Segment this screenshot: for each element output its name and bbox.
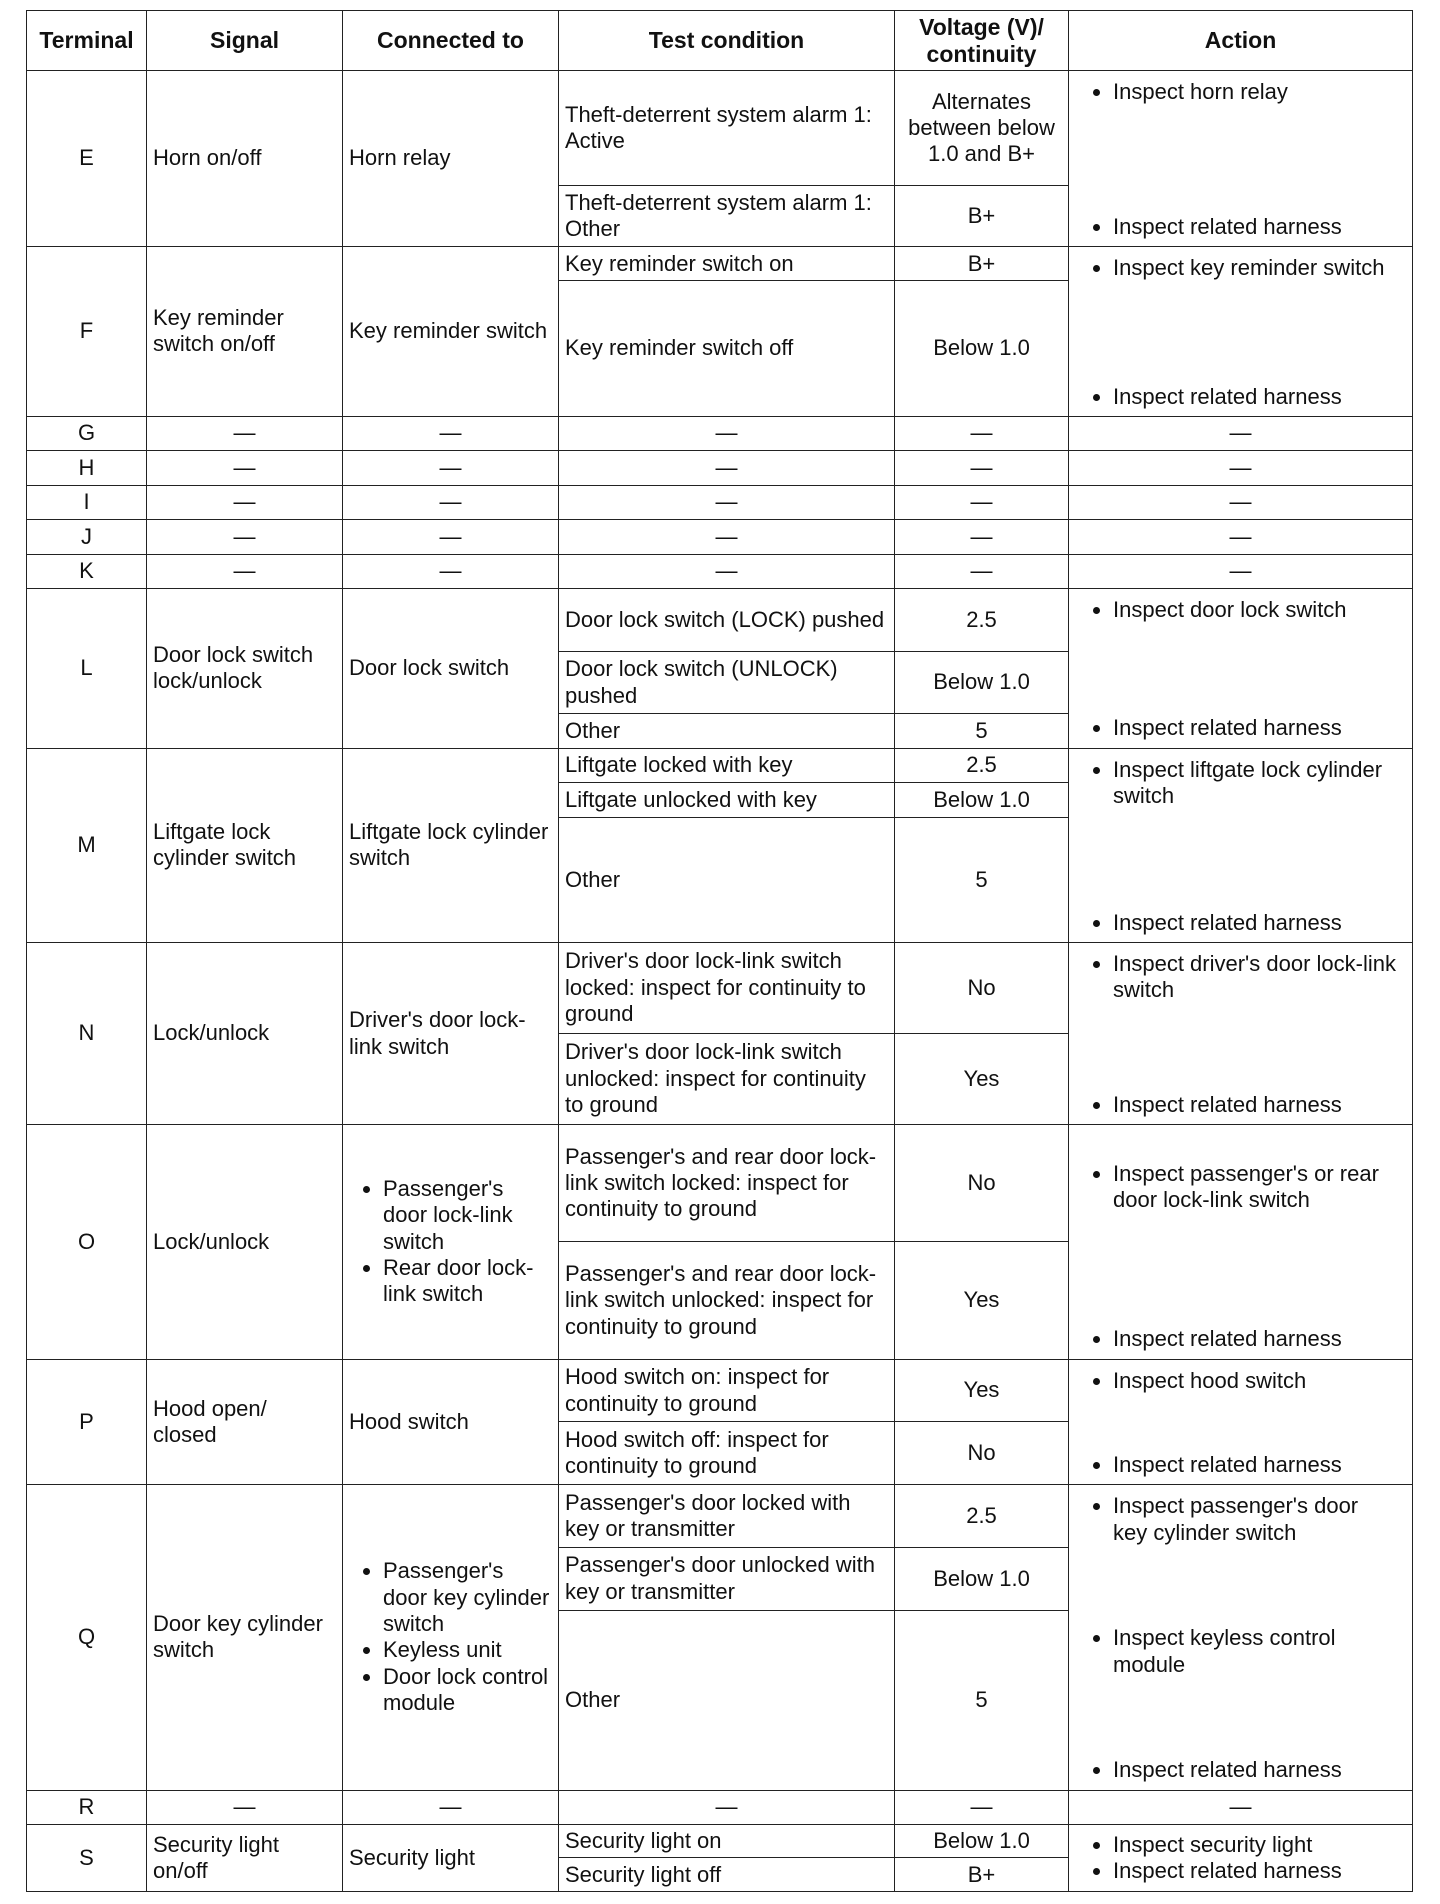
condition-cell: Theft-deterrent system alarm 1: Other xyxy=(559,186,895,247)
action-cell xyxy=(1069,71,1413,247)
terminal-cell: N xyxy=(27,942,147,1124)
empty-cell: — xyxy=(343,520,559,554)
empty-cell: — xyxy=(147,520,343,554)
terminal-cell: S xyxy=(27,1825,147,1892)
table-row xyxy=(27,1825,1413,1858)
action-item: • Inspect passenger's door key cylinder switch xyxy=(1113,1493,1398,1546)
terminal-cell: I xyxy=(27,485,147,519)
empty-cell: — xyxy=(1069,416,1413,450)
action-cell xyxy=(1069,942,1413,1124)
empty-cell: — xyxy=(895,554,1069,588)
action-item: • Inspect hood switch xyxy=(1113,1368,1398,1394)
voltage-cell: 5 xyxy=(895,1610,1069,1790)
table-row xyxy=(27,554,1413,588)
connected-cell: Horn relay xyxy=(343,71,559,247)
table-row xyxy=(27,1125,1413,1242)
terminal-cell: O xyxy=(27,1125,147,1360)
condition-cell: Other xyxy=(559,817,895,942)
connected-cell xyxy=(343,1125,559,1360)
connected-cell: Key reminder switch xyxy=(343,247,559,417)
empty-cell: — xyxy=(147,451,343,485)
header-signal: Signal xyxy=(147,11,343,71)
condition-cell: Hood switch off: inspect for continuity to ground xyxy=(559,1422,895,1485)
action-item: • Inspect related harness xyxy=(1113,1757,1398,1783)
table-row xyxy=(27,1790,1413,1824)
header-row xyxy=(27,11,1413,71)
terminal-cell: M xyxy=(27,748,147,942)
voltage-cell: Below 1.0 xyxy=(895,1547,1069,1610)
condition-cell: Theft-deterrent system alarm 1: Active xyxy=(559,71,895,186)
condition-cell: Passenger's and rear door lock-link switch locked: inspect for continuity to ground xyxy=(559,1125,895,1242)
empty-cell: — xyxy=(559,416,895,450)
empty-cell: — xyxy=(895,1790,1069,1824)
signal-cell: Horn on/off xyxy=(147,71,343,247)
empty-cell: — xyxy=(147,485,343,519)
action-item: • Inspect related harness xyxy=(1113,384,1398,410)
voltage-cell: B+ xyxy=(895,1858,1069,1892)
signal-cell: Key reminder switch on/off xyxy=(147,247,343,417)
terminal-cell: G xyxy=(27,416,147,450)
connected-cell: Door lock switch xyxy=(343,588,559,748)
action-cell xyxy=(1069,588,1413,748)
terminal-cell: H xyxy=(27,451,147,485)
signal-cell: Door key cylinder switch xyxy=(147,1485,343,1791)
table-row xyxy=(27,416,1413,450)
voltage-cell: Below 1.0 xyxy=(895,651,1069,714)
condition-cell: Hood switch on: inspect for continuity to ground xyxy=(559,1359,895,1422)
condition-cell: Other xyxy=(559,1610,895,1790)
action-item: • Inspect related harness xyxy=(1113,214,1398,240)
action-item: • Inspect horn relay xyxy=(1113,79,1398,105)
empty-cell: — xyxy=(559,485,895,519)
connected-cell: Security light xyxy=(343,1825,559,1892)
header-test-condition: Test condition xyxy=(559,11,895,71)
empty-cell: — xyxy=(343,416,559,450)
header-connected-to: Connected to xyxy=(343,11,559,71)
signal-cell: Door lock switch lock/unlock xyxy=(147,588,343,748)
action-cell xyxy=(1069,748,1413,942)
action-item: • Inspect key reminder switch xyxy=(1113,255,1398,281)
empty-cell: — xyxy=(343,451,559,485)
empty-cell: — xyxy=(343,1790,559,1824)
empty-cell: — xyxy=(1069,1790,1413,1824)
voltage-cell: 2.5 xyxy=(895,588,1069,651)
empty-cell: — xyxy=(895,451,1069,485)
empty-cell: — xyxy=(1069,451,1413,485)
header-terminal: Terminal xyxy=(27,11,147,71)
empty-cell: — xyxy=(1069,485,1413,519)
table-row xyxy=(27,942,1413,1033)
empty-cell: — xyxy=(343,554,559,588)
terminal-cell: F xyxy=(27,247,147,417)
action-item: • Inspect related harness xyxy=(1113,1326,1398,1352)
action-item: • Inspect related harness xyxy=(1113,910,1398,936)
table-row xyxy=(27,748,1413,782)
empty-cell: — xyxy=(559,520,895,554)
condition-cell: Passenger's door locked with key or transmitter xyxy=(559,1485,895,1548)
voltage-cell: No xyxy=(895,1125,1069,1242)
terminal-cell: P xyxy=(27,1359,147,1484)
empty-cell: — xyxy=(147,416,343,450)
table-row xyxy=(27,71,1413,186)
signal-cell: Lock/unlock xyxy=(147,1125,343,1360)
voltage-cell: No xyxy=(895,1422,1069,1485)
table-row xyxy=(27,485,1413,519)
voltage-cell: Below 1.0 xyxy=(895,1825,1069,1858)
condition-cell: Security light on xyxy=(559,1825,895,1858)
table-row xyxy=(27,1359,1413,1422)
connected-item: • Passenger's door lock-link switch xyxy=(383,1176,552,1255)
voltage-cell: 2.5 xyxy=(895,748,1069,782)
terminal-inspection-table xyxy=(26,10,1413,1892)
condition-cell: Door lock switch (UNLOCK) pushed xyxy=(559,651,895,714)
voltage-cell: Yes xyxy=(895,1034,1069,1125)
condition-cell: Liftgate unlocked with key xyxy=(559,783,895,817)
empty-cell: — xyxy=(343,485,559,519)
action-cell xyxy=(1069,1485,1413,1791)
voltage-cell: B+ xyxy=(895,247,1069,281)
voltage-cell: 5 xyxy=(895,817,1069,942)
empty-cell: — xyxy=(895,485,1069,519)
action-item: • Inspect driver's door lock-link switch xyxy=(1113,951,1398,1004)
connected-cell: Liftgate lock cylinder switch xyxy=(343,748,559,942)
table-row xyxy=(27,520,1413,554)
condition-cell: Key reminder switch on xyxy=(559,247,895,281)
terminal-cell: J xyxy=(27,520,147,554)
condition-cell: Key reminder switch off xyxy=(559,281,895,417)
signal-cell: Liftgate lock cylinder switch xyxy=(147,748,343,942)
action-item: • Inspect related harness xyxy=(1113,715,1398,741)
action-item: • Inspect liftgate lock cylinder switch xyxy=(1113,757,1398,810)
terminal-cell: Q xyxy=(27,1485,147,1791)
signal-cell: Lock/unlock xyxy=(147,942,343,1124)
voltage-cell: Below 1.0 xyxy=(895,783,1069,817)
action-cell xyxy=(1069,1359,1413,1484)
connected-cell: Driver's door lock-link switch xyxy=(343,942,559,1124)
signal-cell: Security light on/off xyxy=(147,1825,343,1892)
action-item: • Inspect door lock switch xyxy=(1113,597,1398,623)
table-row xyxy=(27,451,1413,485)
empty-cell: — xyxy=(147,1790,343,1824)
empty-cell: — xyxy=(895,416,1069,450)
empty-cell: — xyxy=(147,554,343,588)
condition-cell: Security light off xyxy=(559,1858,895,1892)
terminal-cell: R xyxy=(27,1790,147,1824)
action-item: • Inspect security light xyxy=(1113,1832,1398,1858)
terminal-cell: K xyxy=(27,554,147,588)
header-voltage: Voltage (V)/ continuity xyxy=(895,11,1069,71)
empty-cell: — xyxy=(559,554,895,588)
connected-item: • Keyless unit xyxy=(383,1637,552,1663)
action-cell xyxy=(1069,1825,1413,1892)
condition-cell: Liftgate locked with key xyxy=(559,748,895,782)
connected-cell xyxy=(343,1485,559,1791)
condition-cell: Passenger's and rear door lock-link switch unlocked: inspect for continuity to ground xyxy=(559,1242,895,1359)
action-cell xyxy=(1069,247,1413,417)
empty-cell: — xyxy=(559,451,895,485)
empty-cell: — xyxy=(559,1790,895,1824)
action-cell xyxy=(1069,1125,1413,1360)
condition-cell: Passenger's door unlocked with key or transmitter xyxy=(559,1547,895,1610)
action-item: • Inspect related harness xyxy=(1113,1452,1398,1478)
empty-cell: — xyxy=(1069,520,1413,554)
action-item: • Inspect passenger's or rear door lock-link switch xyxy=(1113,1161,1398,1214)
voltage-cell: No xyxy=(895,942,1069,1033)
table-row xyxy=(27,1485,1413,1548)
empty-cell: — xyxy=(895,520,1069,554)
empty-cell: — xyxy=(1069,554,1413,588)
action-item: • Inspect keyless control module xyxy=(1113,1625,1398,1678)
connected-item: • Passenger's door key cylinder switch xyxy=(383,1558,552,1637)
voltage-cell: Alternates between below 1.0 and B+ xyxy=(895,71,1069,186)
condition-cell: Door lock switch (LOCK) pushed xyxy=(559,588,895,651)
action-item: • Inspect related harness xyxy=(1113,1092,1398,1118)
voltage-cell: Yes xyxy=(895,1242,1069,1359)
voltage-cell: B+ xyxy=(895,186,1069,247)
table-row xyxy=(27,588,1413,651)
connected-item: • Door lock control module xyxy=(383,1664,552,1717)
voltage-cell: 5 xyxy=(895,714,1069,748)
table-row xyxy=(27,247,1413,281)
signal-cell: Hood open/ closed xyxy=(147,1359,343,1484)
action-item: • Inspect related harness xyxy=(1113,1858,1398,1884)
condition-cell: Other xyxy=(559,714,895,748)
condition-cell: Driver's door lock-link switch unlocked: inspect for continuity to ground xyxy=(559,1034,895,1125)
voltage-cell: Below 1.0 xyxy=(895,281,1069,417)
header-action: Action xyxy=(1069,11,1413,71)
connected-item: • Rear door lock-link switch xyxy=(383,1255,552,1308)
connected-cell: Hood switch xyxy=(343,1359,559,1484)
terminal-cell: E xyxy=(27,71,147,247)
voltage-cell: 2.5 xyxy=(895,1485,1069,1548)
terminal-cell: L xyxy=(27,588,147,748)
condition-cell: Driver's door lock-link switch locked: inspect for continuity to ground xyxy=(559,942,895,1033)
voltage-cell: Yes xyxy=(895,1359,1069,1422)
